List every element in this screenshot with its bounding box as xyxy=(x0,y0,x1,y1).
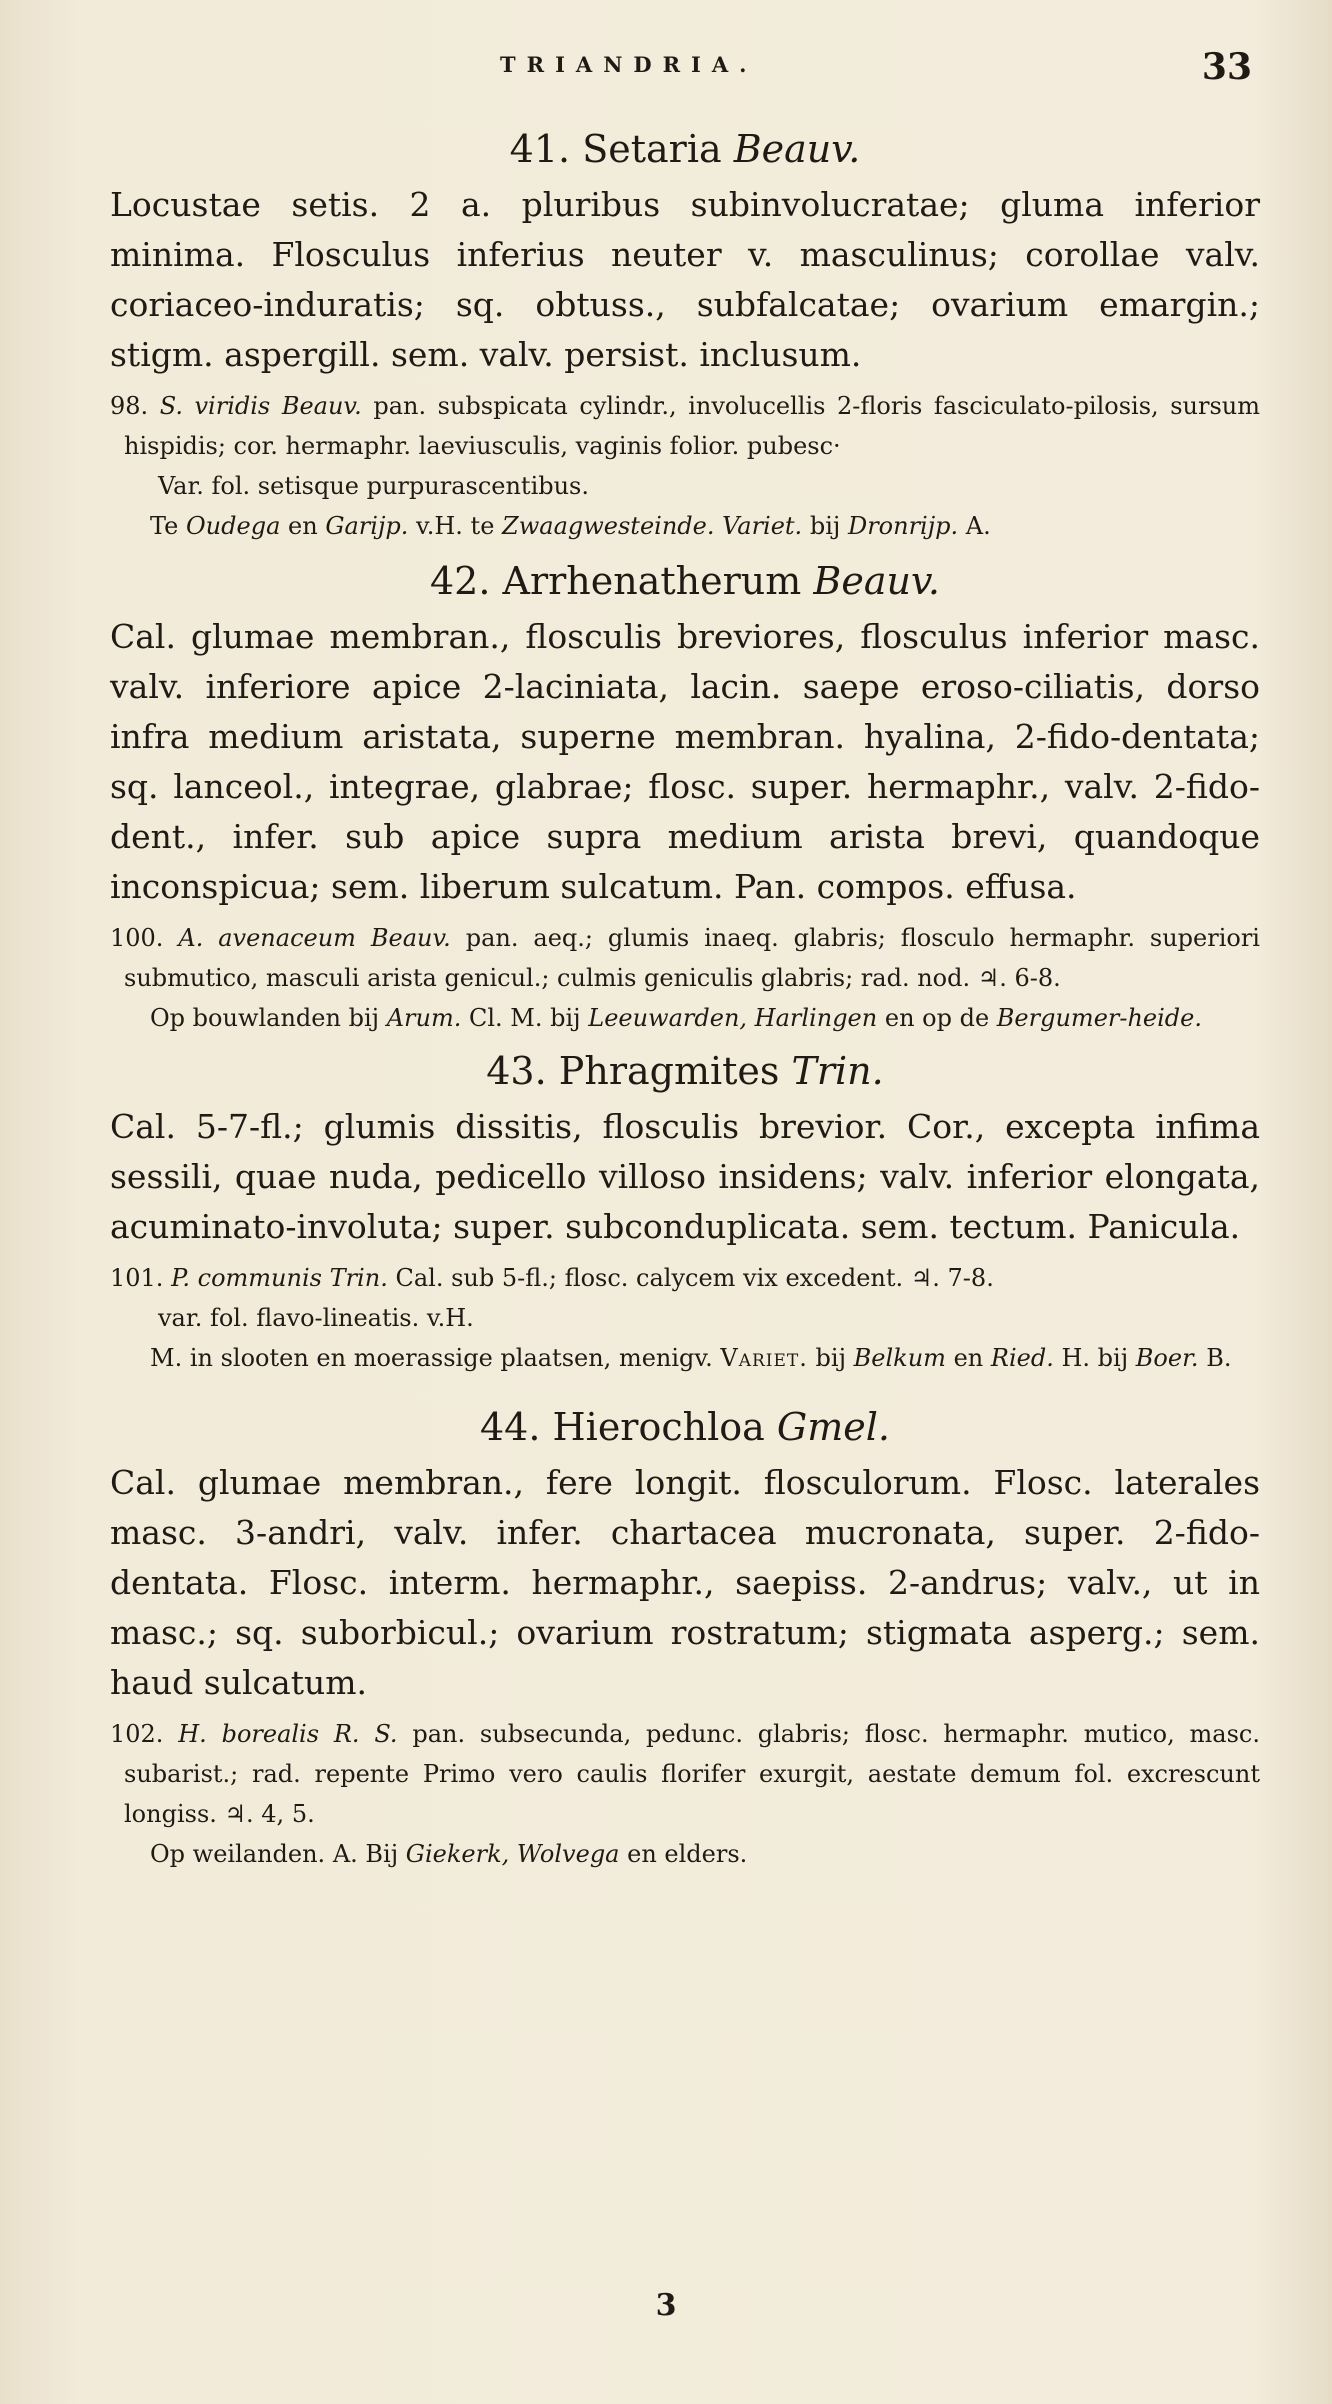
locality-text: Te xyxy=(150,512,179,540)
locality-text: en xyxy=(953,1344,984,1372)
species-locality xyxy=(110,998,1260,1038)
species-name: H. borealis xyxy=(178,1720,320,1748)
locality-text: M. in slooten en moerassige plaatsen, menigv. xyxy=(150,1344,713,1372)
genus-name: Hierochloa xyxy=(552,1405,765,1449)
species-author: Beauv. xyxy=(370,924,451,952)
genus-heading xyxy=(110,1046,1260,1102)
locality-place: Leeuwarden, xyxy=(588,1004,748,1032)
genus-number: 44. xyxy=(480,1405,541,1449)
locality-place: Wolvega xyxy=(516,1840,620,1868)
genus-author: Trin. xyxy=(791,1049,884,1093)
locality-text: Cl. M. bij xyxy=(469,1004,581,1032)
page-number: 33 xyxy=(1201,46,1252,88)
locality-place: Dronrijp. xyxy=(847,512,959,540)
genus-number: 43. xyxy=(486,1049,547,1093)
species-name: P. communis xyxy=(171,1264,322,1292)
locality-place: Bergumer-heide. xyxy=(996,1004,1203,1032)
locality-place: Ried. xyxy=(990,1344,1054,1372)
species-locality xyxy=(110,1834,1260,1874)
locality-place: Giekerk, xyxy=(405,1840,510,1868)
locality-text: bij xyxy=(815,1344,847,1372)
genus-section-setaria xyxy=(110,124,1260,546)
locality-text: v.H. te xyxy=(416,512,495,540)
genus-name: Setaria xyxy=(582,127,722,171)
species-diagnosis: pan. subspicata cylindr., involucellis 2-floris fasciculato-pilosis, sursum hispidis; cor. hermaphr. laeviusculis, vaginis folior. pubesc· xyxy=(124,392,1260,460)
locality-text: en op de xyxy=(884,1004,990,1032)
genus-author: Beauv. xyxy=(813,559,940,603)
species-name: S. viridis xyxy=(159,392,271,420)
species-author: Trin. xyxy=(329,1264,388,1292)
page-body xyxy=(110,120,1260,1874)
genus-name: Arrhenatherum xyxy=(502,559,802,603)
genus-section-arrhenatherum xyxy=(110,556,1260,1038)
species-number: 100. xyxy=(110,924,164,952)
genus-section-hierochloa xyxy=(110,1402,1260,1874)
genus-number: 41. xyxy=(509,127,571,171)
locality-text: en xyxy=(288,512,318,540)
genus-number: 42. xyxy=(430,559,491,603)
locality-variety: Variet. xyxy=(722,512,803,540)
genus-author: Beauv. xyxy=(733,127,861,171)
locality-text: bij xyxy=(809,512,841,540)
genus-description: Cal. glumae membran., fere longit. flosculorum. Flosc. laterales masc. 3-andri, valv. infer. chartacea mucronata, super. 2-fido-dentata. Flosc. interm. hermaphr., saepiss. 2-andrus; valv., ut in masc.; sq. suborbicul.; ovarium rostratum; stigmata asperg.; sem. haud sulcatum. xyxy=(110,1463,1260,1702)
locality-place: Zwaagwesteinde. xyxy=(502,512,715,540)
locality-text: Op bouwlanden bij xyxy=(150,1004,380,1032)
running-title: TRIANDRIA. xyxy=(500,52,758,77)
genus-heading xyxy=(110,556,1260,612)
species-entry xyxy=(110,386,1260,466)
locality-collector: A. xyxy=(965,512,991,540)
species-variety: Var. fol. setisque purpurascentibus. xyxy=(158,472,590,500)
species-number: 98. xyxy=(110,392,149,420)
species-locality xyxy=(110,506,1260,546)
locality-text: en elders. xyxy=(627,1840,748,1868)
locality-collector: B. xyxy=(1206,1344,1232,1372)
locality-place: Belkum xyxy=(853,1344,946,1372)
locality-place: Oudega xyxy=(186,512,281,540)
genus-heading xyxy=(110,124,1260,180)
species-number: 102. xyxy=(110,1720,164,1748)
species-name: A. avenaceum xyxy=(178,924,356,952)
genus-heading xyxy=(110,1402,1260,1458)
species-locality xyxy=(110,1338,1260,1378)
species-entry xyxy=(110,1258,1260,1298)
species-author: Beauv. xyxy=(281,392,362,420)
genus-section-phragmites xyxy=(110,1046,1260,1378)
genus-author: Gmel. xyxy=(776,1405,890,1449)
species-entry xyxy=(110,1714,1260,1834)
locality-text: H. bij xyxy=(1061,1344,1129,1372)
locality-text: Op weilanden. A. Bij xyxy=(150,1840,399,1868)
genus-name: Phragmites xyxy=(558,1049,780,1093)
locality-place: Garijp. xyxy=(325,512,409,540)
genus-description: Locustae setis. 2 a. pluribus subinvolucratae; gluma inferior minima. Flosculus inferius neuter v. masculinus; corollae valv. coriaceo-induratis; sq. obtuss., subfalcatae; ovarium emargin.; stigm. aspergill. sem. valv. persist. inclusum. xyxy=(110,185,1260,374)
locality-place: Boer. xyxy=(1135,1344,1199,1372)
species-diagnosis: pan. aeq.; glumis inaeq. glabris; flosculo hermaphr. superiori submutico, masculi arista genicul.; culmis geniculis glabris; rad. nod. ♃. 6-8. xyxy=(124,924,1260,992)
locality-place: Arum. xyxy=(386,1004,462,1032)
species-entry xyxy=(110,918,1260,998)
species-number: 101. xyxy=(110,1264,164,1292)
genus-description: Cal. glumae membran., flosculis breviores, flosculus inferior masc. valv. inferiore apice 2-laciniata, lacin. saepe eroso-ciliatis, dorso infra medium aristata, superne membran. hyalina, 2-fido-dentata; sq. lanceol., integrae, glabrae; flosc. super. hermaphr., valv. 2-fido-dent., infer. sub apice supra medium arista brevi, quandoque inconspicua; sem. liberum sulcatum. Pan. compos. effusa. xyxy=(110,617,1260,906)
species-author: R. S. xyxy=(333,1720,398,1748)
locality-variety: Variet. xyxy=(720,1344,808,1372)
locality-place: Harlingen xyxy=(754,1004,878,1032)
genus-description: Cal. 5-7-fl.; glumis dissitis, flosculis brevior. Cor., excepta infima sessili, quae nuda, pedicello villoso insidens; valv. inferior elongata, acuminato-involuta; super. subconduplicata. sem. tectum. Panicula. xyxy=(110,1107,1260,1246)
signature-mark: 3 xyxy=(655,2288,677,2323)
running-header xyxy=(0,46,1332,102)
species-diagnosis: Cal. sub 5-fl.; flosc. calycem vix excedent. ♃. 7-8. xyxy=(395,1264,994,1292)
species-diagnosis: pan. subsecunda, pedunc. glabris; flosc. hermaphr. mutico, masc. subarist.; rad. repente Primo vero caulis florifer exurgit, aestate demum fol. excrescunt longiss. ♃. 4, 5. xyxy=(124,1720,1260,1828)
species-variety: var. fol. flavo-lineatis. v.H. xyxy=(158,1304,474,1332)
